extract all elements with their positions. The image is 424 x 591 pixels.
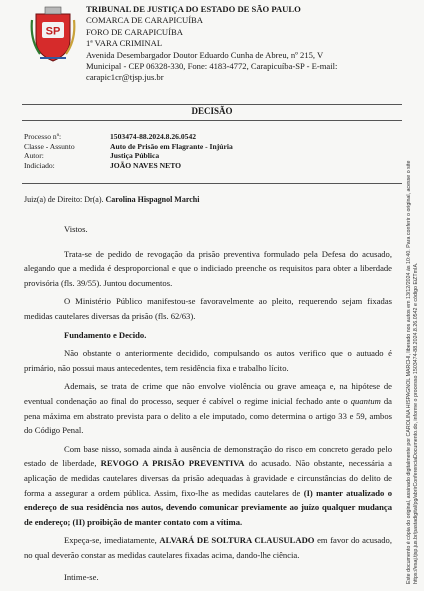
section-heading: Fundamento e Decido. <box>64 329 147 340</box>
coat-of-arms-icon <box>30 6 76 64</box>
case-metadata <box>24 132 233 170</box>
title-rule-bottom <box>22 120 402 121</box>
address-line-2: Municipal - CEP 06328-330, Fone: 4183-4772, Carapicuíba-SP - E-mail: <box>86 61 338 72</box>
comarca: COMARCA DE CARAPICUÍBA <box>86 15 203 26</box>
paragraph: Ademais, se trata de crime que não envolve violência ou grave ameaça e, na hipótese de eventual condenação ao final do processo, sequer é cabível o regime inicial fechado ante o quantum da pena máxima em abstrato prevista para o delito a ele imputado, como determina o artigo 33 e 59, ambos do Código Penal. <box>24 381 392 436</box>
paragraph: Não obstante o anteriormente decidido, compulsando os autos verifico que o autuado é primário, não possui maus antecedentes, tem residência fixa e trabalho lícito. <box>24 348 392 373</box>
judge-line: Juiz(a) de Direito: Dr(a). Carolina Hispagnol Marchi <box>24 195 200 204</box>
title-rule-top <box>22 104 402 105</box>
meta-row: Classe - Assunto Auto de Prisão em Flagrante - Injúria <box>24 141 233 151</box>
vistos: Vistos. <box>64 224 88 234</box>
paragraph: O Ministério Público manifestou-se favoravelmente ao pleito, requerendo sejam fixadas medidas cautelares diversas da prisão (fls. 62/63). <box>24 296 392 321</box>
court-header <box>86 4 386 84</box>
decision-body <box>24 222 392 589</box>
paragraph: Trata-se de pedido de revogação da prisão preventiva formulado pela Defesa do acusado, alegando que a medida é desproporcional e que o indiciado preenche os requisitos para obter a liberdade provisória (fls. 39/55). Juntou documentos. <box>24 248 392 288</box>
meta-row: Indiciado: JOÃO NAVES NETO <box>24 160 182 170</box>
address-line-1: Avenida Desembargador Doutor Eduardo Cunha de Abreu, nº 215, V <box>86 49 324 60</box>
judge-name: Carolina Hispagnol Marchi <box>105 195 200 204</box>
document-title: DECISÃO <box>191 106 233 116</box>
meta-row: Autor: Justiça Pública <box>24 151 160 161</box>
foro: FORO DE CARAPICUÍBA <box>86 26 183 37</box>
digital-signature-note: Este documento é cópia do original, assinado digitalmente por CAROLINA HISPAGNOL MARCHI, liberado nos autos em 13/12/2024 às 10:40. Para conferir o original, acesse o site https://esaj.tjsp.jus.br/pastadigital/pg/abrirConferenciaDocumento.do, informe o processo 1503474-88.2024.8.26.0542 e código EiZTmIA. <box>406 160 419 584</box>
court-name: TRIBUNAL DE JUSTIÇA DO ESTADO DE SÃO PAULO <box>86 4 301 14</box>
closing: Intime-se. <box>64 572 99 583</box>
email: carapic1cr@tjsp.jus.br <box>86 72 164 83</box>
meta-row: Processo nº: 1503474-88.2024.8.26.0542 <box>24 132 197 141</box>
crest-letters: SP <box>45 25 61 38</box>
vara: 1ª VARA CRIMINAL <box>86 38 163 49</box>
paragraph: Expeça-se, imediatamente, ALVARÁ DE SOLTURA CLAUSULADO em favor do acusado, no qual deverão constar as medidas cautelares fixadas acima, dando-lhe ciência. <box>24 535 392 560</box>
meta-rule <box>22 183 402 184</box>
paragraph: Com base nisso, somada ainda à ausência de demonstração do risco em concreto gerado pelo estado de liberdade, REVOGO A PRISÃO PREVENTIVA do acusado. Não obstante, necessária a aplicação de medidas cautelares diversas da prisão adequadas à gravidade e circunstâncias do delito de forma a assegurar a ordem pública. Assim, fixo-lhe as medidas cautelares de (I) manter atualizado o endereço de sua residência nos autos, devendo comunicar previamente ao juízo qualquer mudança de endereço; (II) proibição de manter contato com a vítima. <box>24 443 393 527</box>
